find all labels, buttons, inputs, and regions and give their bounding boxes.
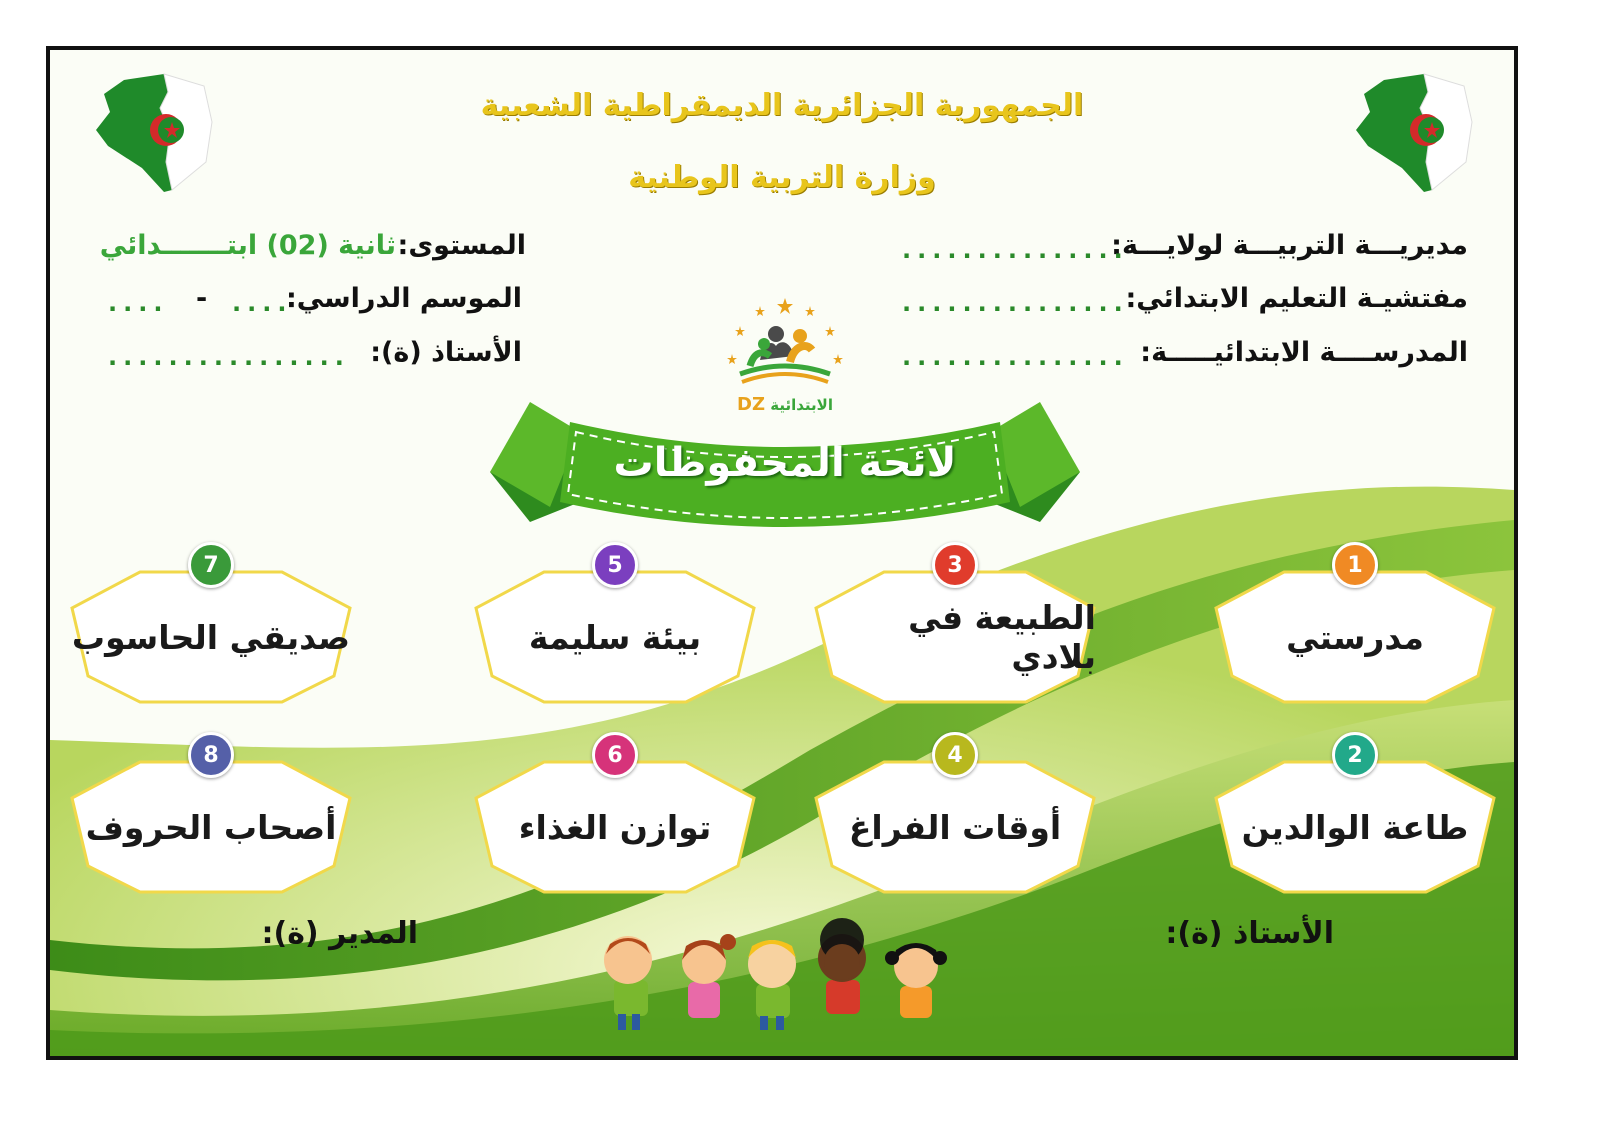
- poem-title: توازن الغذاء: [518, 807, 712, 847]
- principal-signature-label: المدير (ة):: [261, 916, 418, 951]
- level-value: ثانية (02) ابتـــــــدائي: [99, 230, 396, 261]
- poem-number-badge: 5: [592, 542, 638, 588]
- republic-title: الجمهورية الجزائرية الديمقراطية الشعبية: [480, 88, 1084, 123]
- directorate-dots: ...............: [902, 236, 1129, 264]
- school-logo-icon: [720, 296, 850, 406]
- poem-card: [814, 758, 1096, 896]
- season-dots-b: ....: [108, 289, 169, 317]
- poem-number-badge: 4: [932, 732, 978, 778]
- directorate-label: مديريـــة التربيـــة لولايـــة:: [1111, 230, 1468, 261]
- poem-title: مدرستي: [1286, 617, 1424, 657]
- poem-title: طاعة الوالدين: [1241, 807, 1469, 847]
- school-dots: ...............: [902, 343, 1129, 371]
- teacher-dots: ................: [108, 343, 350, 371]
- banner-title: لائحة المحفوظات: [613, 440, 957, 486]
- teacher-label: الأستاذ (ة):: [370, 337, 522, 368]
- teacher-signature-label: الأستاذ (ة):: [1165, 916, 1334, 951]
- poem-number-badge: 2: [1332, 732, 1378, 778]
- poem-card: [70, 758, 352, 896]
- season-dash: -: [196, 283, 208, 314]
- ministry-title: وزارة التربية الوطنية: [628, 160, 936, 195]
- poem-card: [814, 568, 1096, 706]
- poem-number-badge: 6: [592, 732, 638, 778]
- season-label: الموسم الدراسي:: [286, 283, 522, 314]
- background-waves: [50, 50, 1514, 1056]
- season-dots-a: ....: [232, 289, 293, 317]
- poem-card: [1214, 568, 1496, 706]
- level-label: المستوى:: [397, 230, 526, 261]
- logo-abbr: DZ: [737, 394, 766, 415]
- poem-card: [70, 568, 352, 706]
- poem-card: [1214, 758, 1496, 896]
- children-illustration-icon: [588, 910, 978, 1040]
- poem-title: أصحاب الحروف: [85, 807, 337, 847]
- page-frame: [46, 46, 1518, 1060]
- poem-title: صديقي الحاسوب: [71, 617, 351, 657]
- poem-card: [474, 568, 756, 706]
- poem-number-badge: 7: [188, 542, 234, 588]
- school-label: المدرســــة الابتدائيـــــة:: [1140, 337, 1468, 368]
- poem-title: بيئة سليمة: [528, 617, 702, 657]
- logo-text: الابتدائية: [770, 396, 833, 414]
- inspectorate-label: مفتشيـة التعليم الابتدائي:: [1125, 283, 1468, 314]
- poem-card: [474, 758, 756, 896]
- poem-title: أوقات الفراغ: [848, 807, 1062, 847]
- poem-number-badge: 3: [932, 542, 978, 588]
- inspectorate-dots: ...............: [902, 289, 1129, 317]
- poem-number-badge: 1: [1332, 542, 1378, 588]
- poem-number-badge: 8: [188, 732, 234, 778]
- poem-title: الطبيعة في بلادي: [908, 598, 1096, 676]
